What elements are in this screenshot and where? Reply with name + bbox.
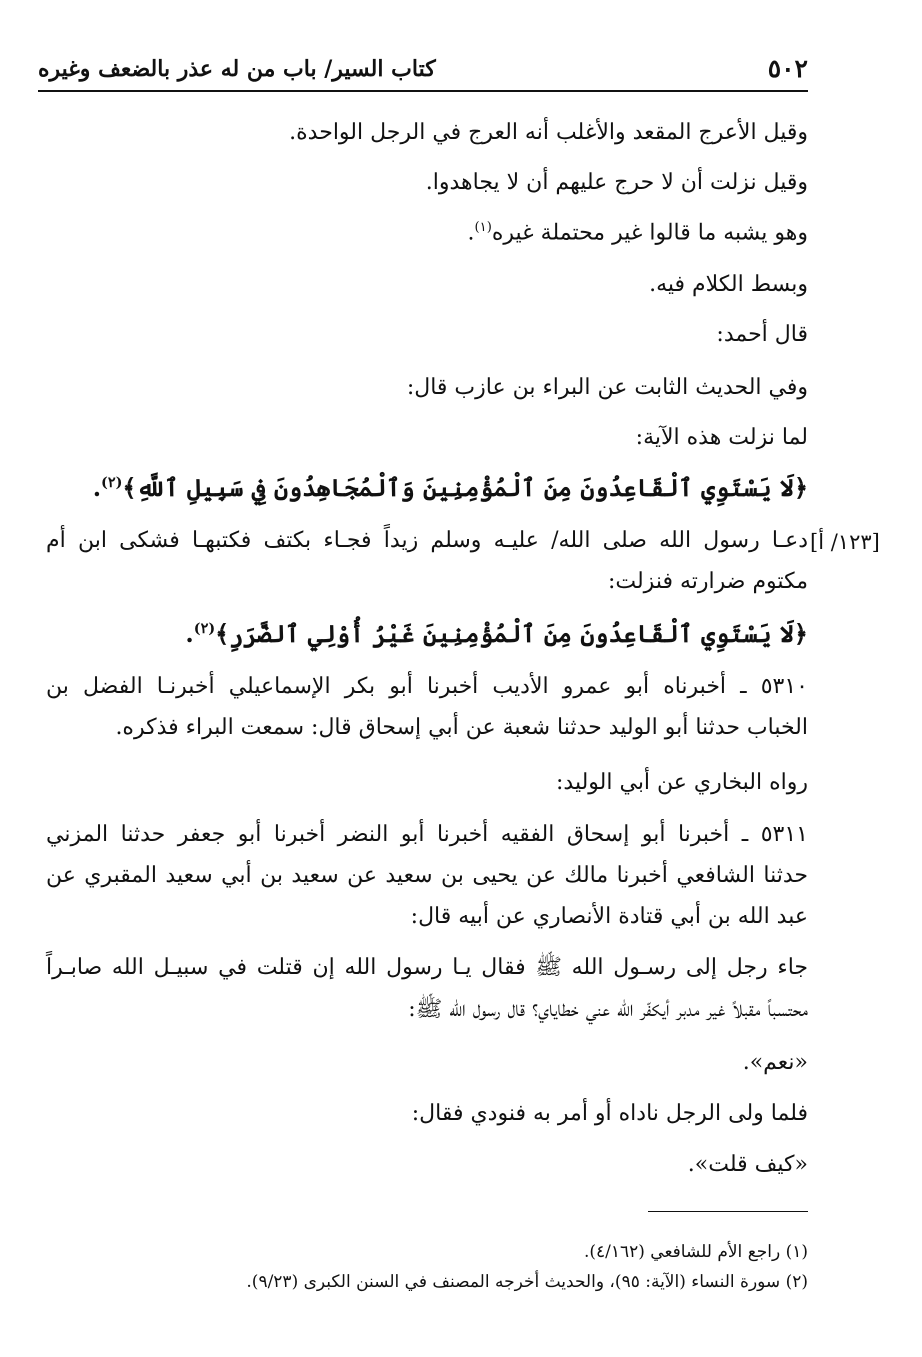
quran-verse [92,473,808,503]
punctuation: . [92,473,102,502]
header-divider [38,90,808,92]
text-line: «كيف قلت». [687,1152,808,1177]
text-line: فلما ولى الرجل ناداه أو أمر به فنودي فقال: [411,1101,808,1126]
quran-verse [118,620,808,649]
text-line: مكتوم ضرارته فنزلت: [607,569,808,594]
punctuation: . [467,220,475,246]
hadith-chain-line: ٥٣١٠ ـ أخبرناه أبو عمرو الأديب أخبرنا أبو بكر الإسماعيلي أخبرنـا الفضل بن [46,674,808,699]
verse-text: ﴿لَا يَسْتَوِي ٱلْقَاعِدُونَ مِنَ ٱلْمُؤْمِنِينَ غَيْرُ أُوْلِي ٱلضَّرَرِ﴾ [215,619,808,648]
text-line: وقيل الأعرج المقعد والأغلب أنه العرج في الرجل الواحدة. [289,120,808,145]
text-line: رواه البخاري عن أبي الوليد: [556,770,808,795]
text-line: «نعم». [742,1050,808,1075]
footnote: (٢) سورة النساء (الآية: ٩٥)، والحديث أخرجه المصنف في السنن الكبرى (٩/٢٣). [246,1272,808,1292]
hadith-text-line: جاء رجل إلى رسـول الله ﷺ فقال يـا رسول الله إن قتلت في سبيـل الله صابـراً [46,955,808,980]
footnote-ref: (٢) [101,474,123,491]
text-line: وقيل نزلت أن لا حرج عليهم أن لا يجاهدوا. [425,170,808,195]
hadith-text-line: محتسباً مقبلاً غير مدبر أيكفّر الله عني خطاياي؟ قال رسول الله ﷺ: [408,997,808,1022]
hadith-chain-line: حدثنا الشافعي أخبرنا مالك عن يحيى بن سعيد عن سعيد بن أبي سعيد المقبري عن [46,863,808,888]
punctuation: . [185,619,194,648]
hadith-chain-line: الخباب حدثنا أبو الوليد حدثنا شعبة عن أبي إسحاق قال: سمعت البراء فذكره. [115,715,808,740]
text-line: وبسط الكلام فيه. [649,272,808,297]
text-line: دعـا رسول الله صلى الله/ عليـه وسلم زيداً فجـاء بكتف فكتبهـا فشكى ابن أم [46,528,808,553]
text-line [118,220,808,247]
footnote-divider [648,1211,808,1212]
running-title: كتاب السير/ باب من له عذر بالضعف وغيره [38,56,436,82]
hadith-chain-line: ٥٣١١ ـ أخبرنا أبو إسحاق الفقيه أخبرنا أبو النضر أخبرنا أبو جعفر حدثنا المزني [46,822,808,847]
text-span: وهو يشبه ما قالوا غير محتملة غيره [491,220,808,246]
text-line: قال أحمد: [716,322,808,347]
footnote-ref: (١) [474,220,492,235]
verse-text: ﴿لَا يَسْتَوِي ٱلْقَاعِدُونَ مِنَ ٱلْمُؤْمِنِينَ وَٱلْمُجَاهِدُونَ فِي سَبِيلِ ٱللَّهِ﴾ [122,473,808,502]
footnote: (١) راجع الأم للشافعي (٤/١٦٢). [583,1242,808,1262]
text-line: وفي الحديث الثابت عن البراء بن عازب قال: [406,375,808,400]
text-line: لما نزلت هذه الآية: [635,425,808,450]
margin-folio-note: [١٢٣/ أ] [810,530,880,554]
hadith-chain-line: عبد الله بن أبي قتادة الأنصاري عن أبيه قال: [410,904,808,929]
page-number: ٥٠٢ [767,54,808,83]
page-header [38,48,808,88]
footnote-ref: (٢) [193,620,216,637]
